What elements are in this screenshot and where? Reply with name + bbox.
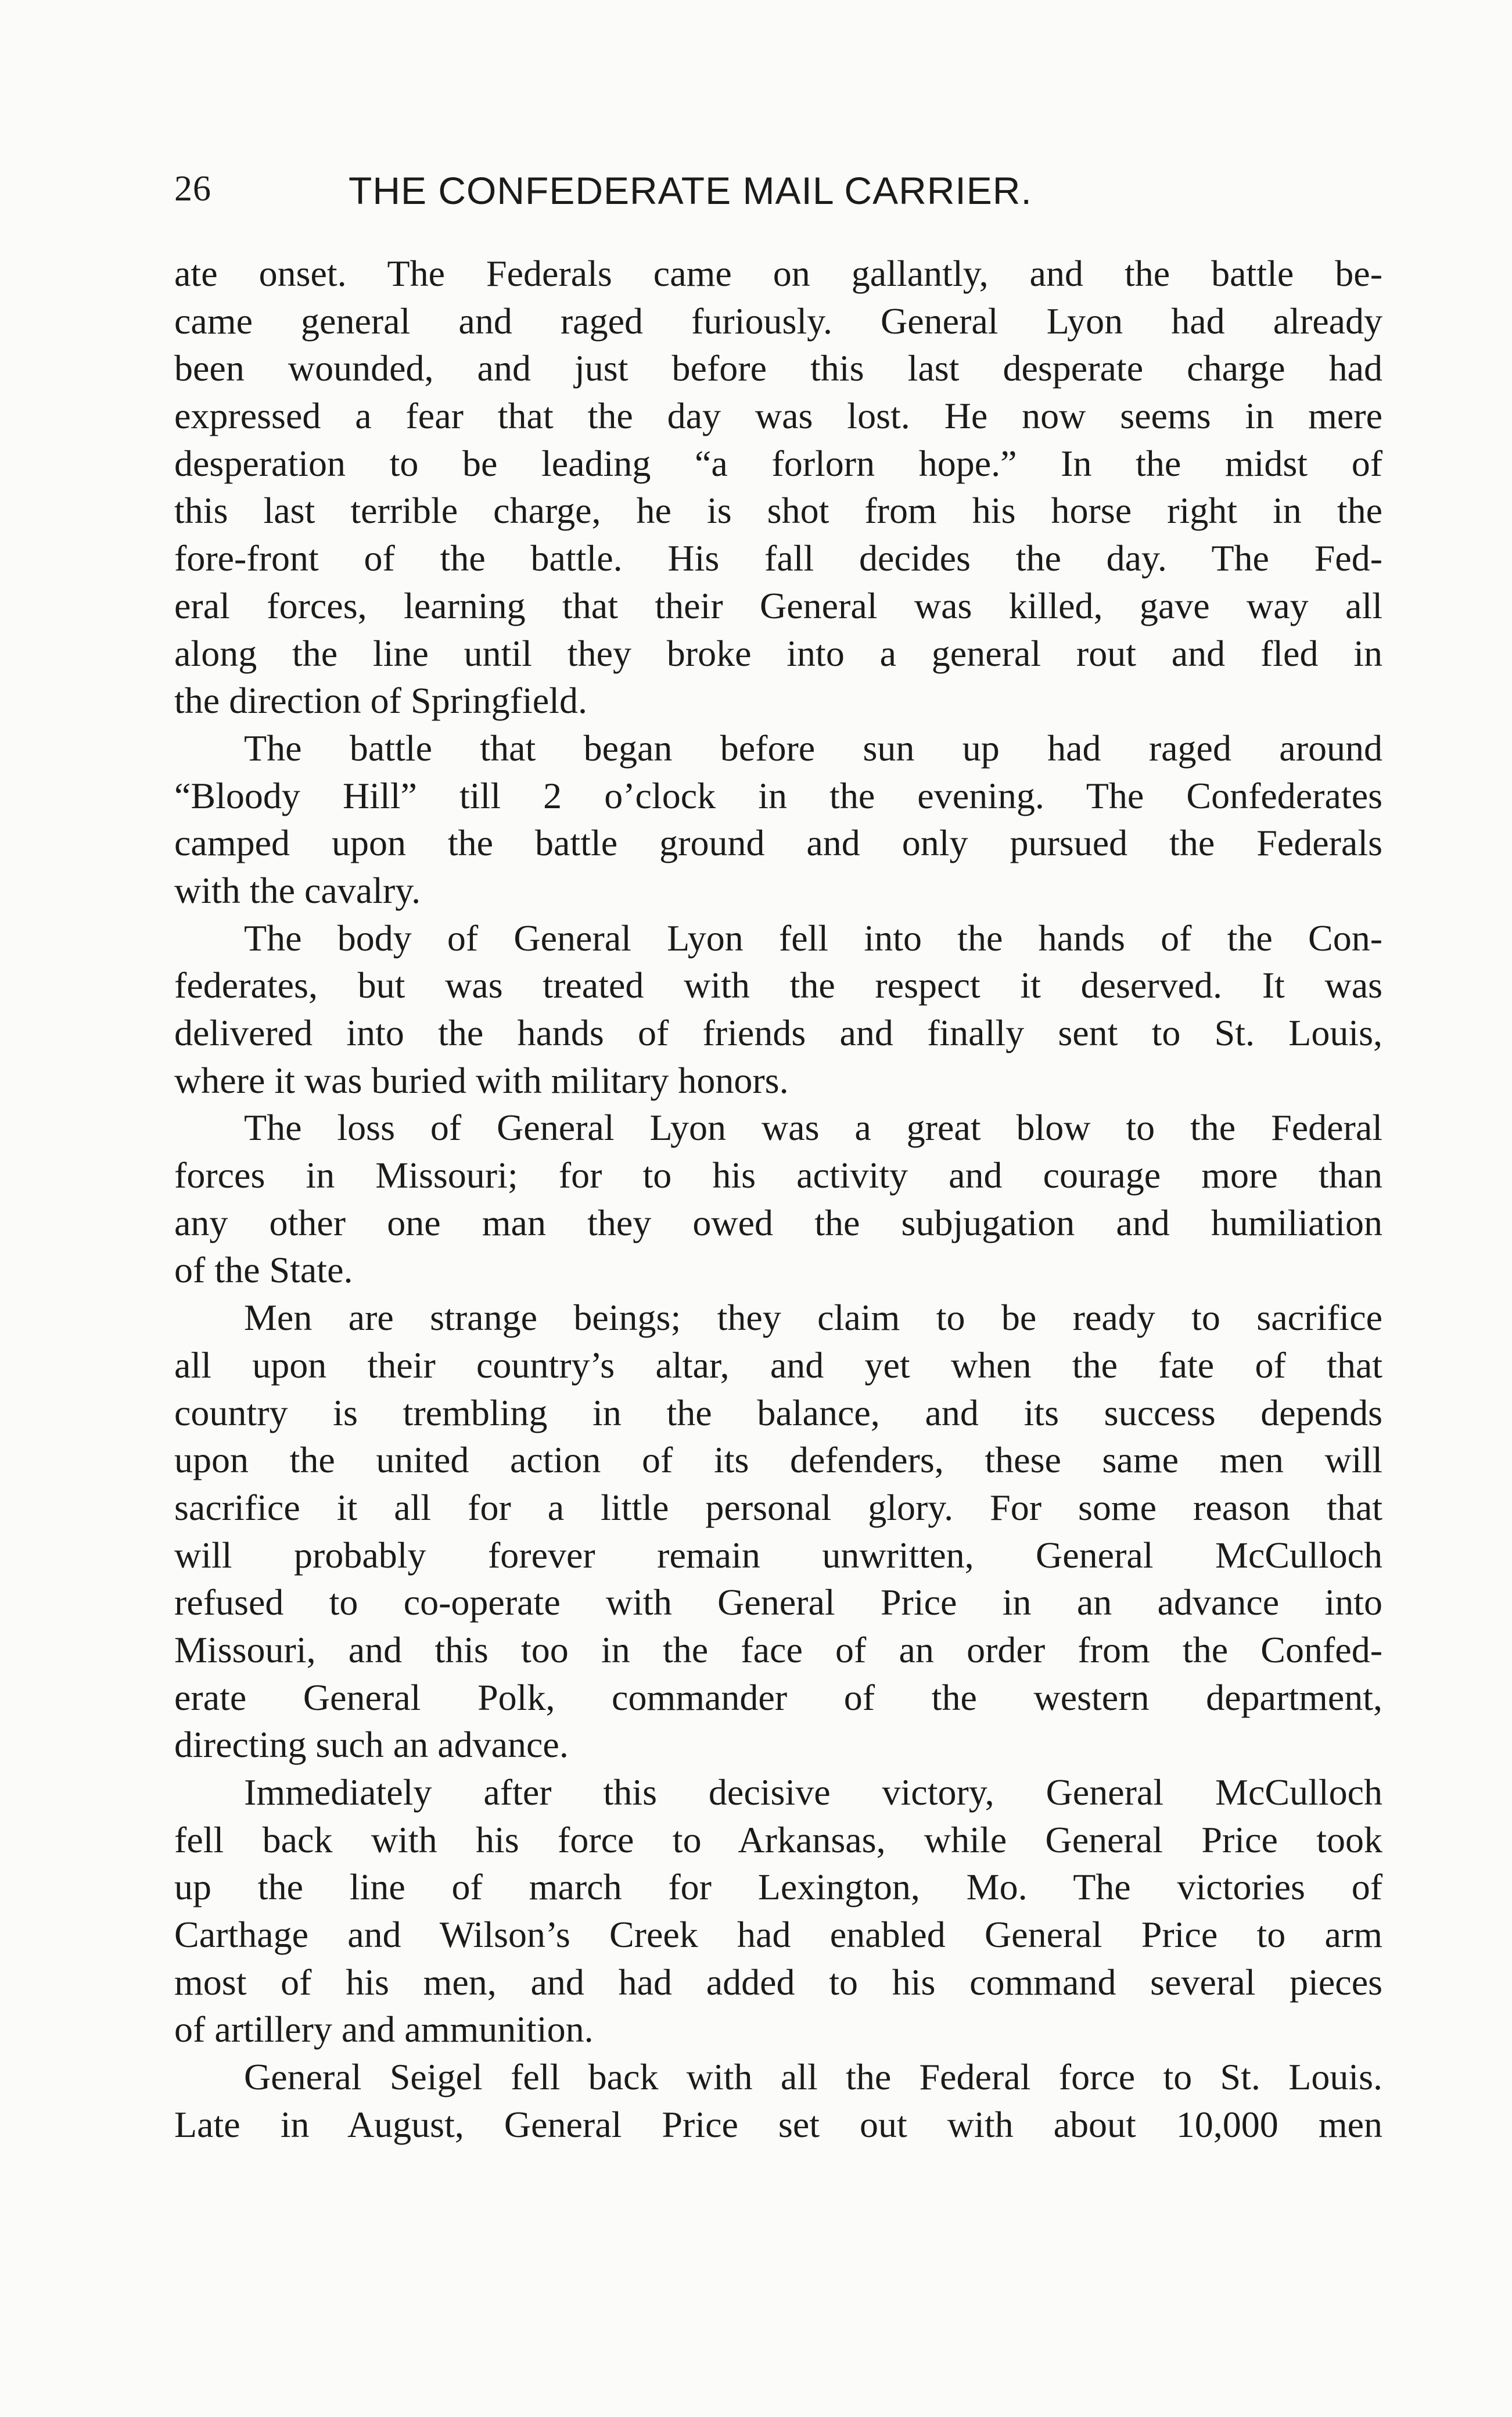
text-line: “Bloody Hill” till 2 o’clock in the evening. The Confederates [174,774,1382,816]
text-line: country is trembling in the balance, and its success depends [174,1392,1382,1433]
text-line: federates, but was treated with the respect it deserved. It was [174,964,1382,1006]
text-line: expressed a fear that the day was lost. He now seems in mere [174,395,1382,437]
text-line: most of his men, and had added to his command several pieces [174,1961,1382,2003]
text-line: Immediately after this decisive victory, General McCulloch [244,1771,1382,1813]
text-line: camped upon the battle ground and only pursued the Federals [174,822,1382,864]
text-line: fore-front of the battle. His fall decides the day. The Fed- [174,537,1382,579]
text-line: forces in Missouri; for to his activity and courage more than [174,1154,1382,1196]
text-line: desperation to be leading “a forlorn hope.” In the midst of [174,442,1382,484]
text-line: any other one man they owed the subjugation and humiliation [174,1202,1382,1243]
text-line: along the line until they broke into a general rout and fled in [174,632,1382,674]
text-line: directing such an advance. [174,1724,569,1766]
text-line: The loss of General Lyon was a great blow to the Federal [244,1107,1382,1149]
body-text [174,250,1382,2149]
text-line: ate onset. The Federals came on gallantly, and the battle be- [174,253,1382,294]
text-line: this last terrible charge, he is shot from his horse right in the [174,490,1382,532]
text-line: The battle that began before sun up had raged around [244,727,1382,769]
text-line: upon the united action of its defenders, these same men will [174,1439,1382,1481]
text-line: Late in August, General Price set out with about 10,000 men [174,2103,1382,2145]
text-line: Men are strange beings; they claim to be ready to sacrifice [244,1297,1382,1339]
text-line: came general and raged furiously. General Lyon had already [174,300,1382,342]
text-line: all upon their country’s altar, and yet when the fate of that [174,1344,1382,1386]
text-line: up the line of march for Lexington, Mo. The victories of [174,1866,1382,1908]
text-line: fell back with his force to Arkansas, while General Price took [174,1819,1382,1860]
running-head [174,168,1382,221]
page-number: 26 [174,169,211,209]
text-line: the direction of Springfield. [174,680,587,722]
text-line: of the State. [174,1249,353,1291]
text-line: with the cavalry. [174,869,421,911]
running-title: THE CONFEDERATE MAIL CARRIER. [349,169,1032,212]
text-line: where it was buried with military honors. [174,1059,789,1101]
text-line: Carthage and Wilson’s Creek had enabled General Price to arm [174,1914,1382,1956]
text-line: General Seigel fell back with all the Federal force to St. Louis. [244,2056,1382,2098]
text-line: The body of General Lyon fell into the hands of the Con- [244,917,1382,959]
text-line: sacrifice it all for a little personal glory. For some reason that [174,1486,1382,1528]
text-line: will probably forever remain unwritten, General McCulloch [174,1534,1382,1576]
text-line: erate General Polk, commander of the western department, [174,1676,1382,1718]
text-line: Missouri, and this too in the face of an order from the Confed- [174,1629,1382,1670]
text-line: delivered into the hands of friends and finally sent to St. Louis, [174,1012,1382,1053]
text-line: refused to co-operate with General Price in an advance into [174,1582,1382,1623]
text-line: of artillery and ammunition. [174,2009,594,2050]
text-line: been wounded, and just before this last desperate charge had [174,347,1382,389]
text-line: eral forces, learning that their General was killed, gave way all [174,584,1382,626]
